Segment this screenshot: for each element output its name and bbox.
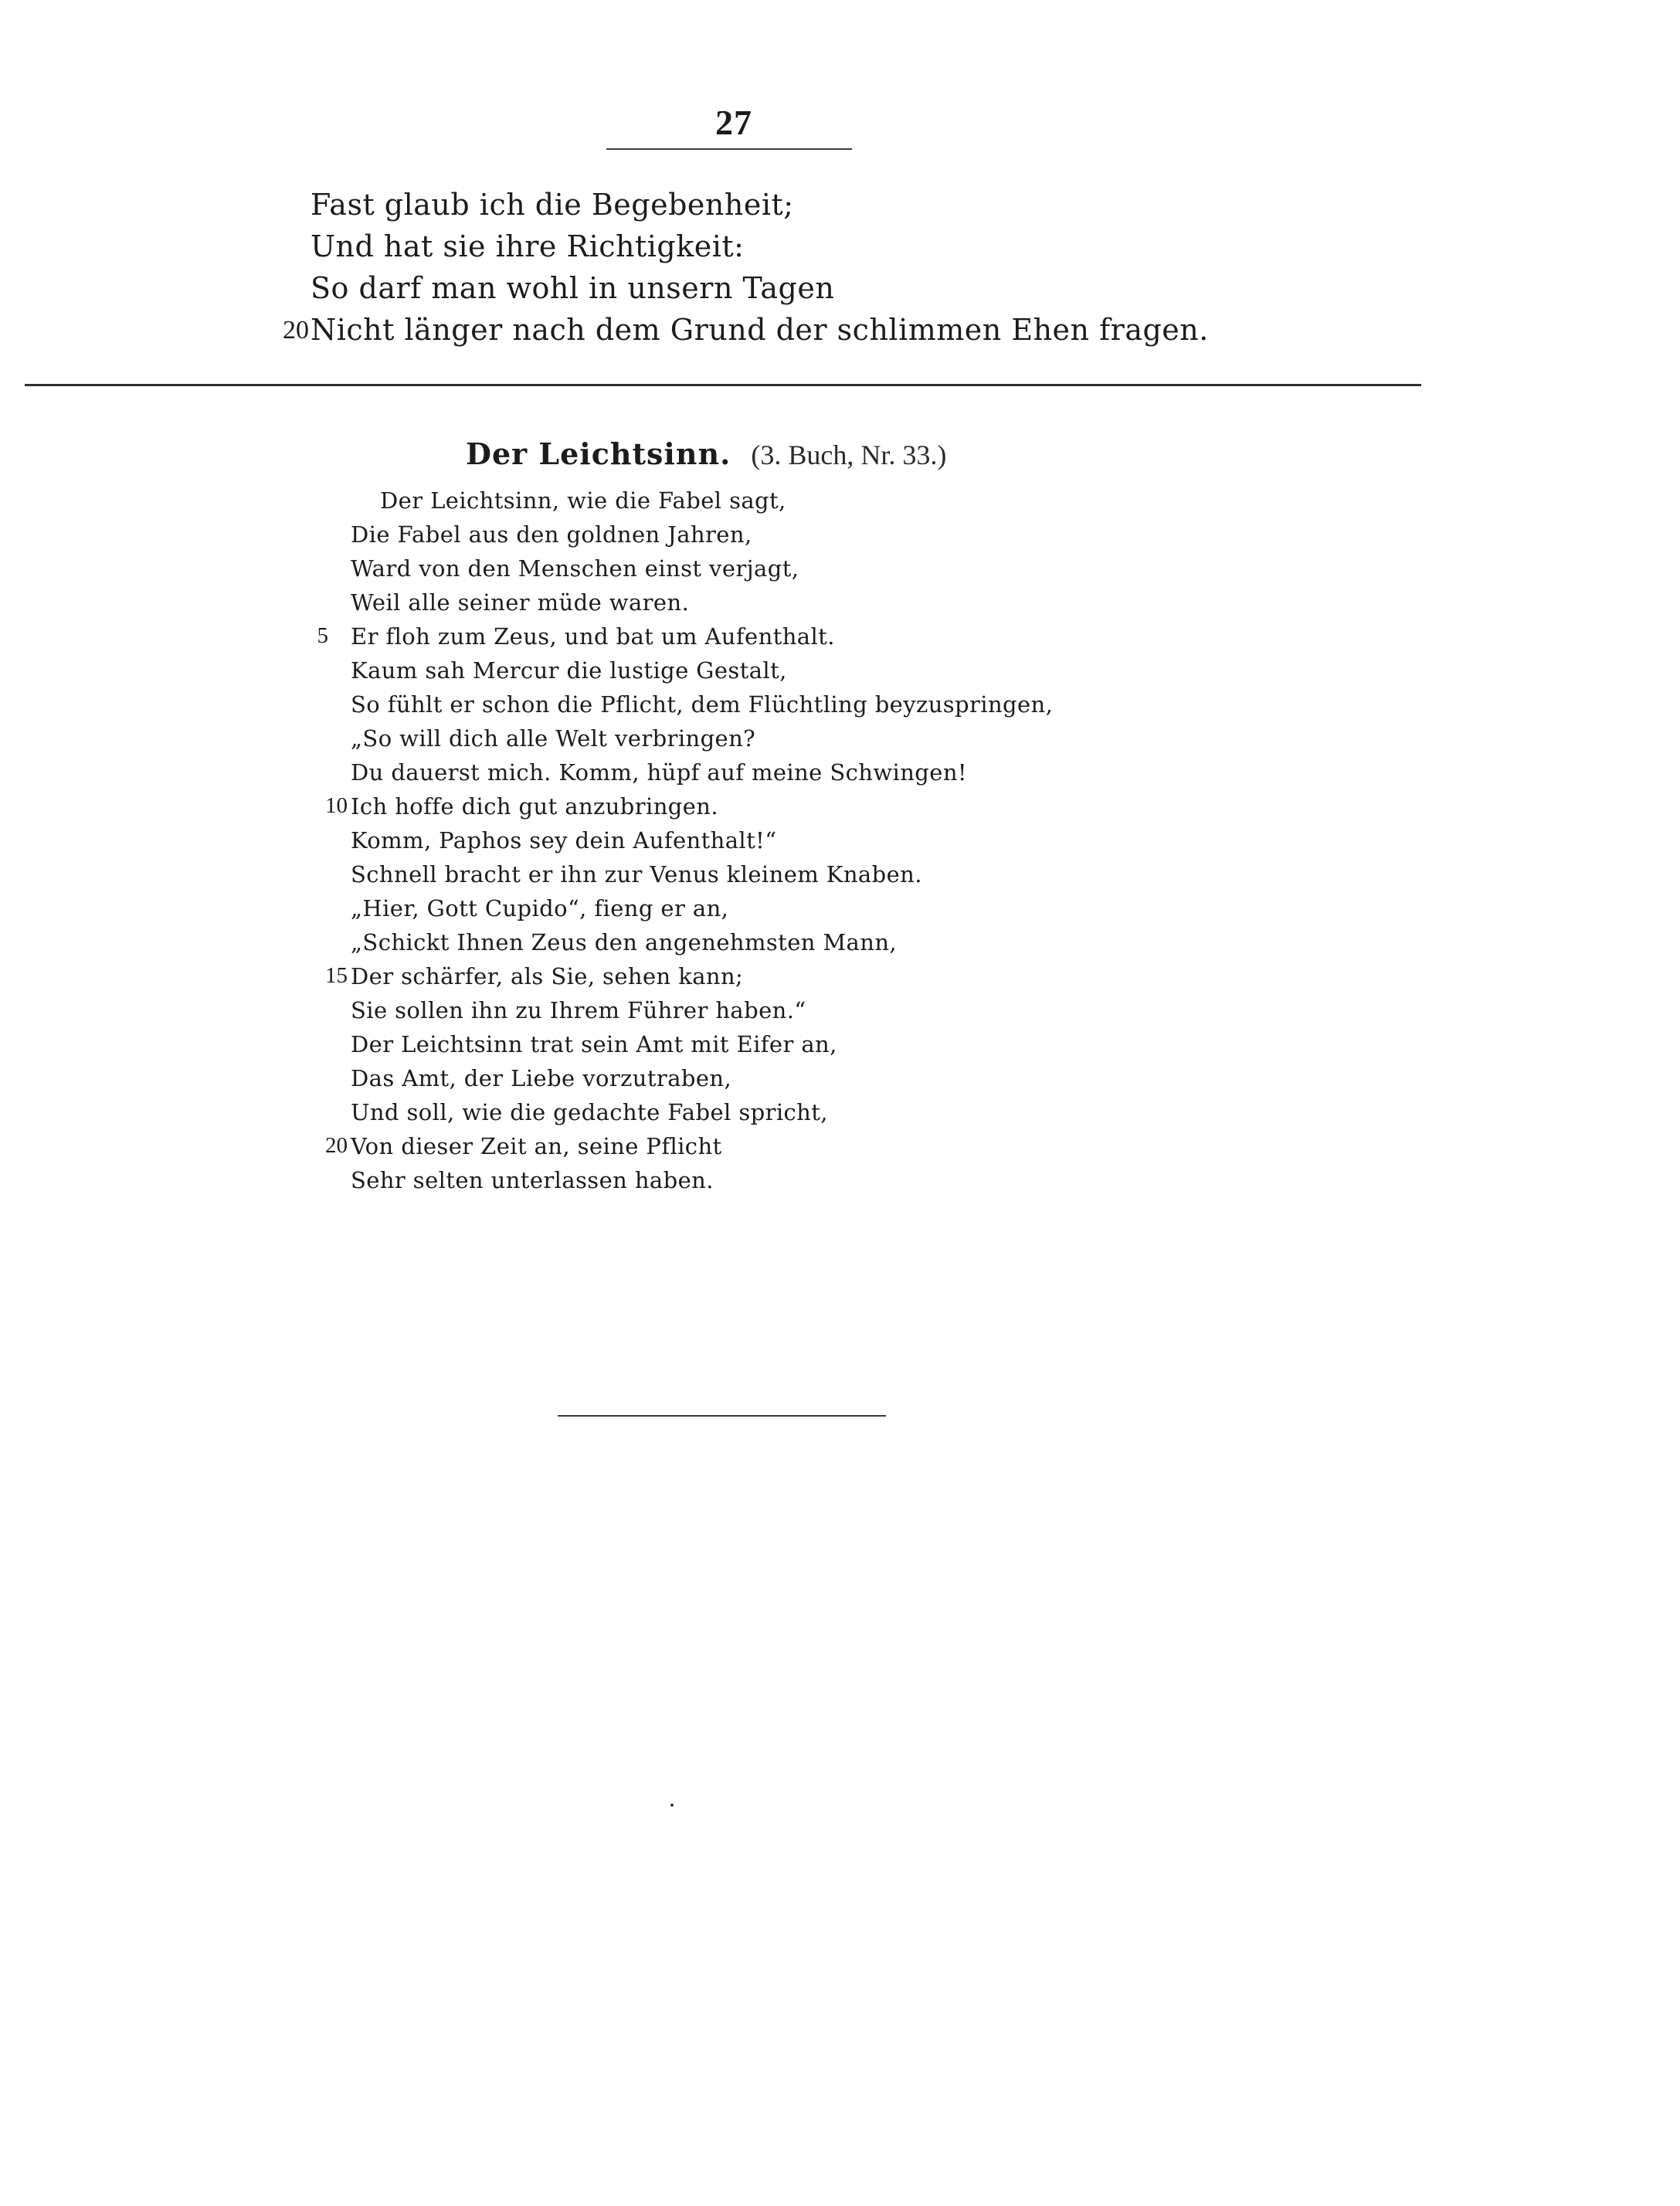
line-number: 10	[325, 793, 348, 818]
poem-line: Ward von den Menschen einst verjagt,	[351, 555, 799, 582]
poem-line: „Hier, Gott Cupido“, fieng er an,	[351, 895, 729, 921]
poem-line: Der Leichtsinn trat sein Amt mit Eifer an,	[351, 1031, 837, 1057]
poem-line: Von dieser Zeit an, seine Pflicht	[351, 1133, 722, 1159]
poem-line: Er floh zum Zeus, und bat um Aufenthalt.	[351, 623, 835, 650]
page-number: 27	[715, 103, 752, 142]
poem-line: Der schärfer, als Sie, sehen kann;	[351, 963, 744, 989]
poem-line: Schnell bracht er ihn zur Venus kleinem Knaben.	[351, 861, 922, 887]
poem-line: So fühlt er schon die Pflicht, dem Flüchtling beyzuspringen,	[351, 691, 1054, 718]
poem-line: Du dauerst mich. Komm, hüpf auf meine Schwingen!	[351, 759, 967, 786]
verse-line: So darf man wohl in unsern Tagen	[311, 271, 835, 305]
poem-line: Sie sollen ihn zu Ihrem Führer haben.“	[351, 997, 806, 1023]
poem-line: Und soll, wie die gedachte Fabel spricht,	[351, 1099, 828, 1125]
poem-line: Komm, Paphos sey dein Aufenthalt!“	[351, 827, 777, 854]
poem-line: Sehr selten unterlassen haben.	[351, 1167, 714, 1193]
poem-line: „So will dich alle Welt verbringen?	[351, 725, 756, 752]
end-rule	[558, 1415, 886, 1417]
line-number: 20	[283, 316, 309, 344]
header-rule	[606, 148, 852, 150]
poem-line: Das Amt, der Liebe vorzutraben,	[351, 1065, 732, 1091]
verse-line: Und hat sie ihre Richtigkeit:	[311, 229, 745, 263]
poem-heading	[466, 436, 946, 471]
poem-line: Die Fabel aus den goldnen Jahren,	[351, 521, 752, 548]
poem-source: (3. Buch, Nr. 33.)	[751, 440, 947, 470]
poem-line: Der Leichtsinn, wie die Fabel sagt,	[380, 487, 786, 514]
poem-line: Kaum sah Mercur die lustige Gestalt,	[351, 657, 787, 684]
verse-line: Nicht länger nach dem Grund der schlimmen Ehen fragen.	[311, 313, 1209, 347]
poem-line: „Schickt Ihnen Zeus den angenehmsten Mann,	[351, 929, 898, 955]
poem-title: Der Leichtsinn.	[466, 436, 731, 471]
line-number: 20	[325, 1133, 348, 1158]
poem-line: Weil alle seiner müde waren.	[351, 589, 690, 616]
line-number: 5	[317, 623, 328, 648]
poem-line: Ich hoffe dich gut anzubringen.	[351, 793, 718, 820]
section-divider	[25, 384, 1421, 386]
verse-line: Fast glaub ich die Begebenheit;	[311, 188, 794, 222]
ink-speck	[670, 1804, 674, 1807]
line-number: 15	[325, 963, 348, 988]
